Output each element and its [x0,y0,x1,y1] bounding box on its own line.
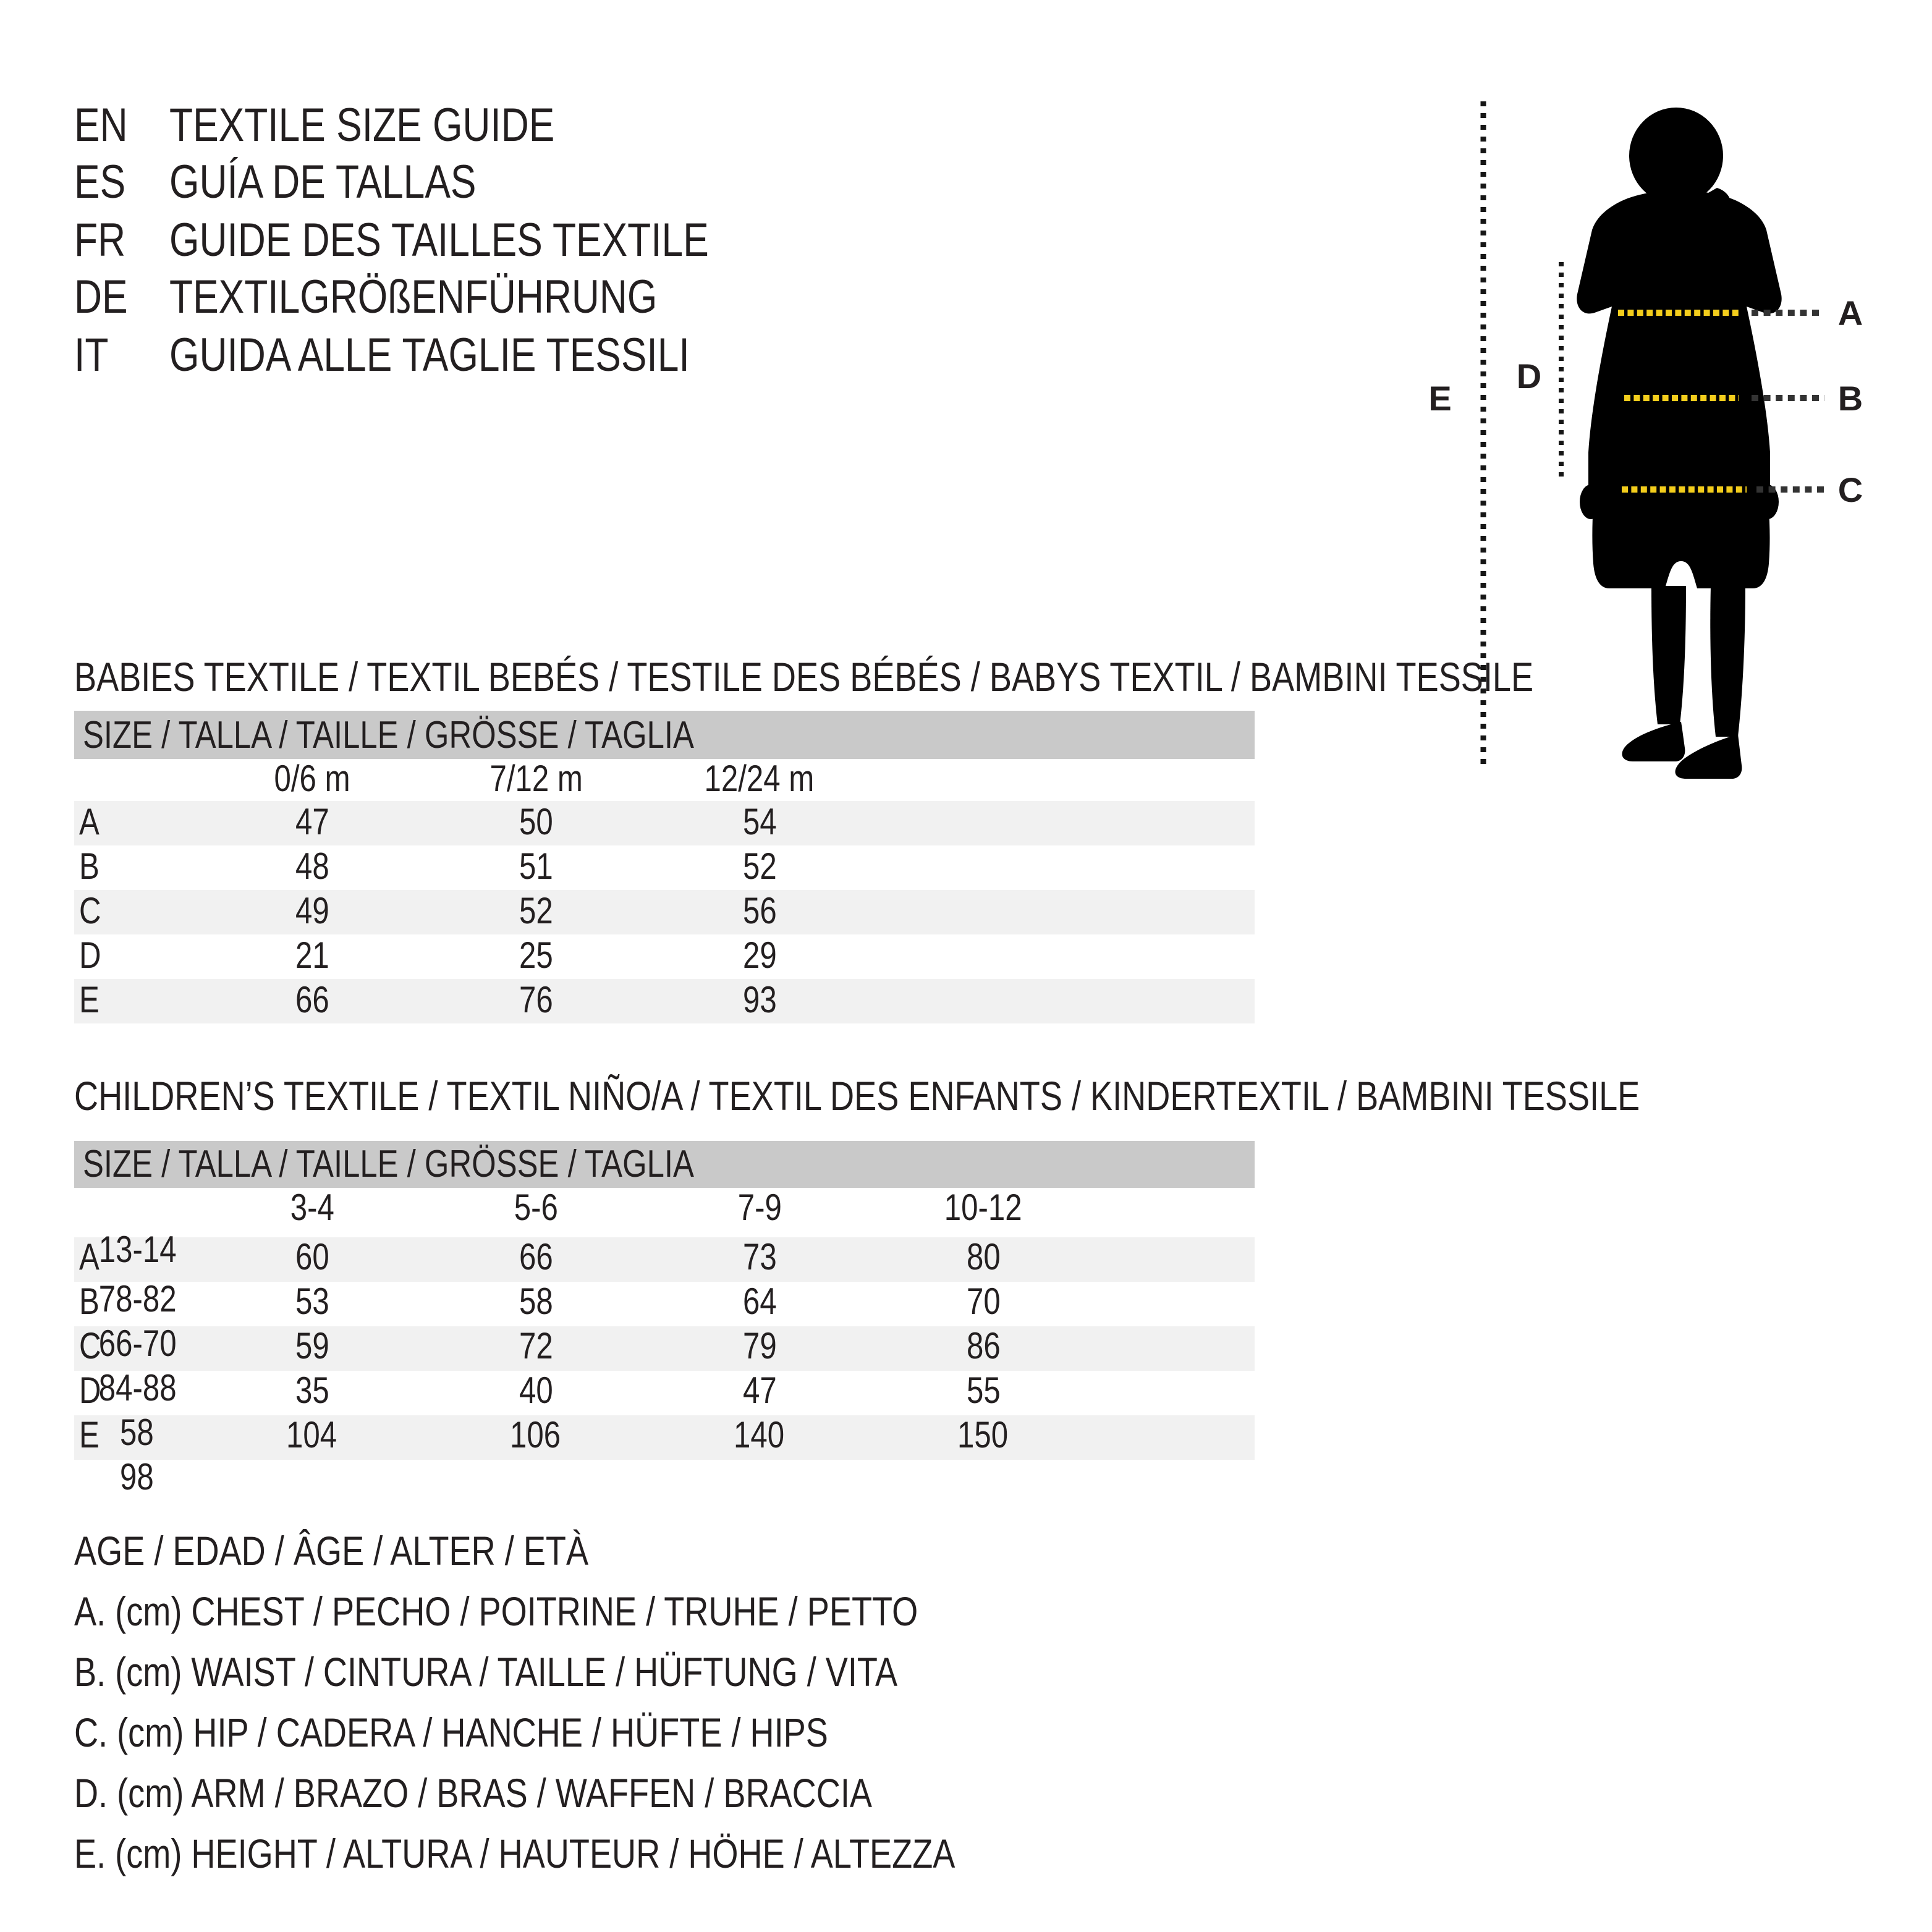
language-row-fr [74,213,827,270]
cell: 54 [742,802,777,843]
guide-title-it: GUIDA ALLE TAGLIE TESSILI [169,329,690,382]
babies-table-header-band: SIZE / TALLA / TAILLE / GRÖSSE / TAGLIA [74,711,1255,759]
cell: 52 [742,847,777,888]
cell: 72 [519,1326,553,1367]
table-row [74,845,1255,890]
cell: 93 [742,980,777,1021]
column-header: 7-9 [737,1188,782,1229]
cell: 106 [510,1415,562,1456]
cell: 66 [295,980,329,1021]
language-code: DE [74,272,128,324]
figure-label-e: E [1428,379,1452,418]
language-row-it [74,328,827,385]
measurement-legend [74,1520,1148,1884]
cell: 29 [742,936,777,977]
cell: 78-82 [98,1279,176,1320]
table-row [74,934,1255,979]
babies-column-header-row [74,759,1255,801]
row-label: C [79,891,101,932]
cell: 70 [966,1282,1001,1323]
cell: 59 [295,1326,329,1367]
legend-item-height: E. (cm) HEIGHT / ALTURA / HAUTEUR / HÖHE / ALTEZZA [74,1830,955,1876]
legend-item-arm: D. (cm) ARM / BRAZO / BRAS / WAFFEN / BRACCIA [74,1769,872,1815]
cell: 47 [742,1371,777,1412]
row-label: A [79,802,100,843]
guide-title-fr: GUIDE DES TAILLES TEXTILE [169,214,709,267]
cell: 150 [957,1415,1009,1456]
column-header: 10-12 [944,1188,1022,1229]
legend-item-waist: B. (cm) WAIST / CINTURA / TAILLE / HÜFTUNG / VITA [74,1648,898,1694]
cell: 25 [519,936,553,977]
language-row-en [74,98,827,155]
cell: 73 [742,1237,777,1278]
column-header: 0/6 m [274,759,350,800]
row-label: E [79,980,100,1021]
column-header: 5-6 [514,1188,558,1229]
column-header: 3-4 [290,1188,334,1229]
cell: 40 [519,1371,553,1412]
children-table-header-band: SIZE / TALLA / TAILLE / GRÖSSE / TAGLIA [74,1141,1255,1188]
figure-label-c: C [1837,470,1863,509]
cell: 21 [295,936,329,977]
legend-age-line: AGE / EDAD / ÂGE / ALTER / ETÀ [74,1527,589,1573]
cell: 55 [966,1371,1001,1412]
figure-label-d: D [1516,357,1542,396]
guide-title-de: TEXTILGRÖßENFÜHRUNG [169,272,658,324]
row-label: A [79,1237,100,1278]
row-label: B [79,847,100,888]
language-code: IT [74,329,109,382]
babies-size-table [74,711,1255,1023]
row-label: D [79,1371,101,1412]
table-row [74,890,1255,934]
cell: 140 [734,1415,786,1456]
cell: 50 [519,802,553,843]
cell: 56 [742,891,777,932]
language-row-de [74,270,827,328]
cell: 58 [519,1282,553,1323]
cell: 60 [295,1237,329,1278]
legend-item-hip: C. (cm) HIP / CADERA / HANCHE / HÜFTE / HIPS [74,1709,828,1755]
language-code: EN [74,100,128,152]
table-row [74,801,1255,845]
column-header: 12/24 m [705,759,815,800]
cell: 84-88 [98,1368,176,1409]
guide-title-es: GUÍA DE TALLAS [169,157,477,210]
cell: 49 [295,891,329,932]
cell: 47 [295,802,329,843]
row-label: C [79,1326,101,1367]
row-label: D [79,936,101,977]
row-label: B [79,1282,100,1323]
language-row-es [74,155,827,213]
babies-section-title: BABIES TEXTILE / TEXTIL BEBÉS / TESTILE DES BÉBÉS / BABYS TEXTIL / BAMBINI TESSILE [74,654,1534,700]
cell: 79 [742,1326,777,1367]
cell: 58 [120,1413,155,1454]
cell: 64 [742,1282,777,1323]
language-code: ES [74,157,126,210]
language-title-block [74,98,827,385]
column-header: 13-14 [98,1230,176,1271]
children-section-title: CHILDREN’S TEXTILE / TEXTIL NIÑO/A / TEXTIL DES ENFANTS / KINDERTEXTIL / BAMBINI TESSILE [74,1073,1640,1119]
language-code: FR [74,214,126,267]
children-size-table [74,1141,1255,1498]
cell: 104 [286,1415,338,1456]
table-row [74,979,1255,1023]
table-row [74,1415,1255,1498]
cell: 80 [966,1237,1001,1278]
cell: 35 [295,1371,329,1412]
legend-item-chest: A. (cm) CHEST / PECHO / POITRINE / TRUHE / PETTO [74,1588,918,1633]
column-header: 7/12 m [489,759,583,800]
cell: 98 [120,1457,155,1498]
figure-label-b: B [1837,379,1863,418]
cell: 52 [519,891,553,932]
cell: 66-70 [98,1324,176,1365]
row-label: E [79,1415,100,1456]
cell: 48 [295,847,329,888]
cell: 53 [295,1282,329,1323]
cell: 51 [519,847,553,888]
cell: 76 [519,980,553,1021]
cell: 86 [966,1326,1001,1367]
guide-title-en: TEXTILE SIZE GUIDE [169,100,555,152]
figure-label-a: A [1837,294,1863,333]
cell: 66 [519,1237,553,1278]
